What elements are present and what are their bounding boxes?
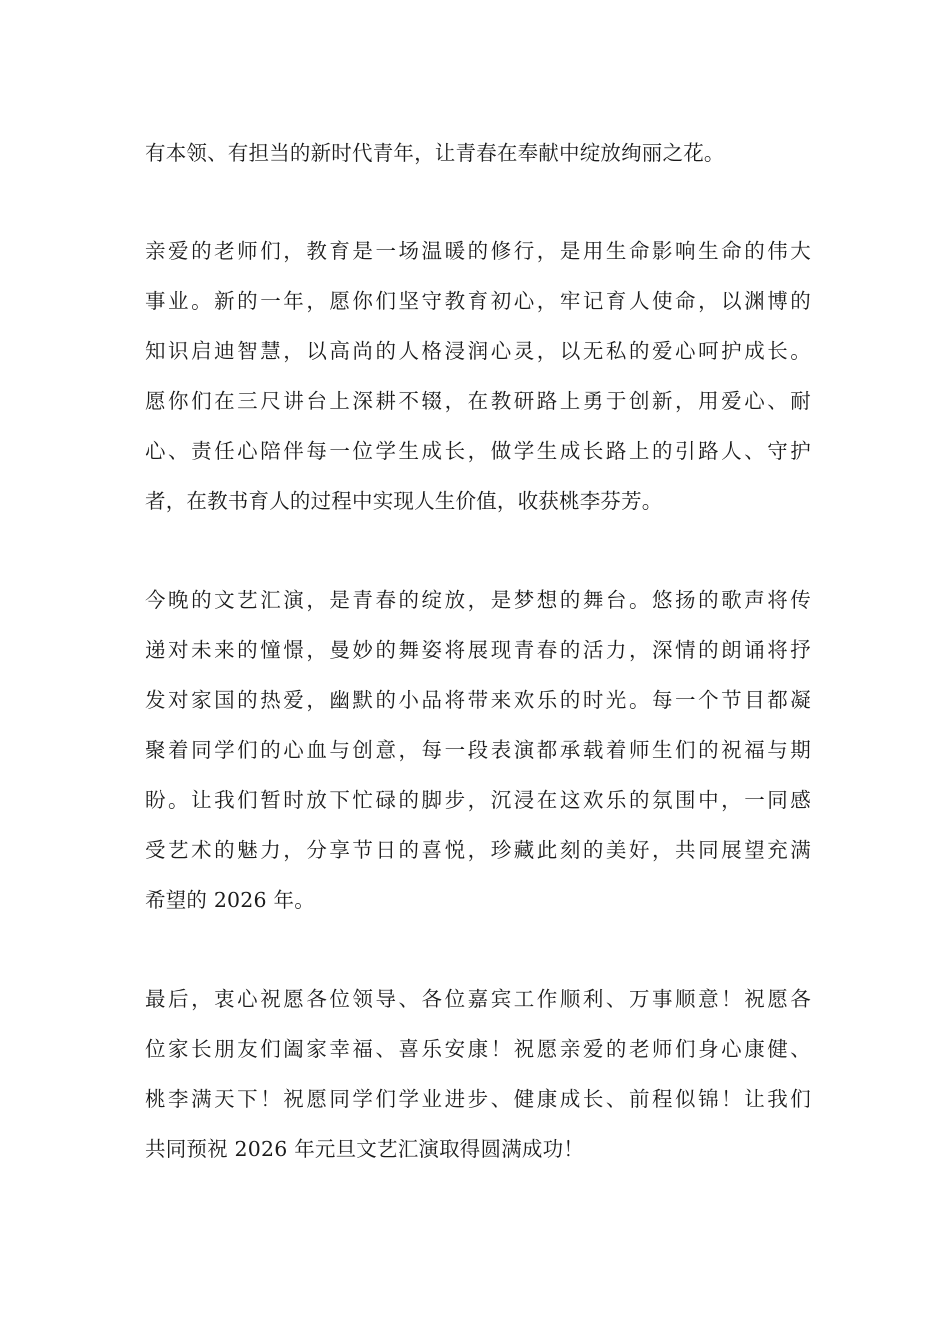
text-line: 心、责任心陪伴每一位学生成长，做学生成长路上的引路人、守护 — [145, 439, 811, 463]
text-line: 希望的 2026 年。 — [145, 888, 315, 912]
text-line: 者，在教书育人的过程中实现人生价值，收获桃李芬芳。 — [145, 489, 663, 513]
text-line: 事业。新的一年，愿你们坚守教育初心，牢记育人使命，以渊博的 — [145, 289, 811, 313]
text-line: 最后，衷心祝愿各位领导、各位嘉宾工作顺利、万事顺意！祝愿各 — [145, 987, 811, 1011]
paragraph-2 — [145, 226, 811, 526]
text-line: 发对家国的热爱，幽默的小品将带来欢乐的时光。每一个节目都凝 — [145, 688, 811, 712]
text-line: 盼。让我们暂时放下忙碌的脚步，沉浸在这欢乐的氛围中，一同感 — [145, 788, 811, 812]
text-line: 知识启迪智慧，以高尚的人格浸润心灵，以无私的爱心呵护成长。 — [145, 339, 811, 363]
paragraph-4 — [145, 974, 811, 1174]
text-line: 亲爱的老师们，教育是一场温暖的修行，是用生命影响生命的伟大 — [145, 239, 811, 263]
text-line: 愿你们在三尺讲台上深耕不辍，在教研路上勇于创新，用爱心、耐 — [145, 389, 811, 413]
text-line: 递对未来的憧憬，曼妙的舞姿将展现青春的活力，深情的朗诵将抒 — [145, 638, 811, 662]
text-line: 有本领、有担当的新时代青年，让青春在奉献中绽放绚丽之花。 — [145, 141, 725, 165]
text-line: 桃李满天下！祝愿同学们学业进步、健康成长、前程似锦！让我们 — [145, 1087, 811, 1111]
paragraph-1 — [145, 128, 811, 178]
text-line: 今晚的文艺汇演，是青春的绽放，是梦想的舞台。悠扬的歌声将传 — [145, 588, 811, 612]
text-line: 共同预祝 2026 年元旦文艺汇演取得圆满成功！ — [145, 1137, 585, 1161]
text-line: 聚着同学们的心血与创意，每一段表演都承载着师生们的祝福与期 — [145, 738, 811, 762]
text-line: 位家长朋友们阖家幸福、喜乐安康！祝愿亲爱的老师们身心康健、 — [145, 1037, 811, 1061]
paragraph-3 — [145, 575, 811, 925]
text-line: 受艺术的魅力，分享节日的喜悦，珍藏此刻的美好，共同展望充满 — [145, 838, 811, 862]
